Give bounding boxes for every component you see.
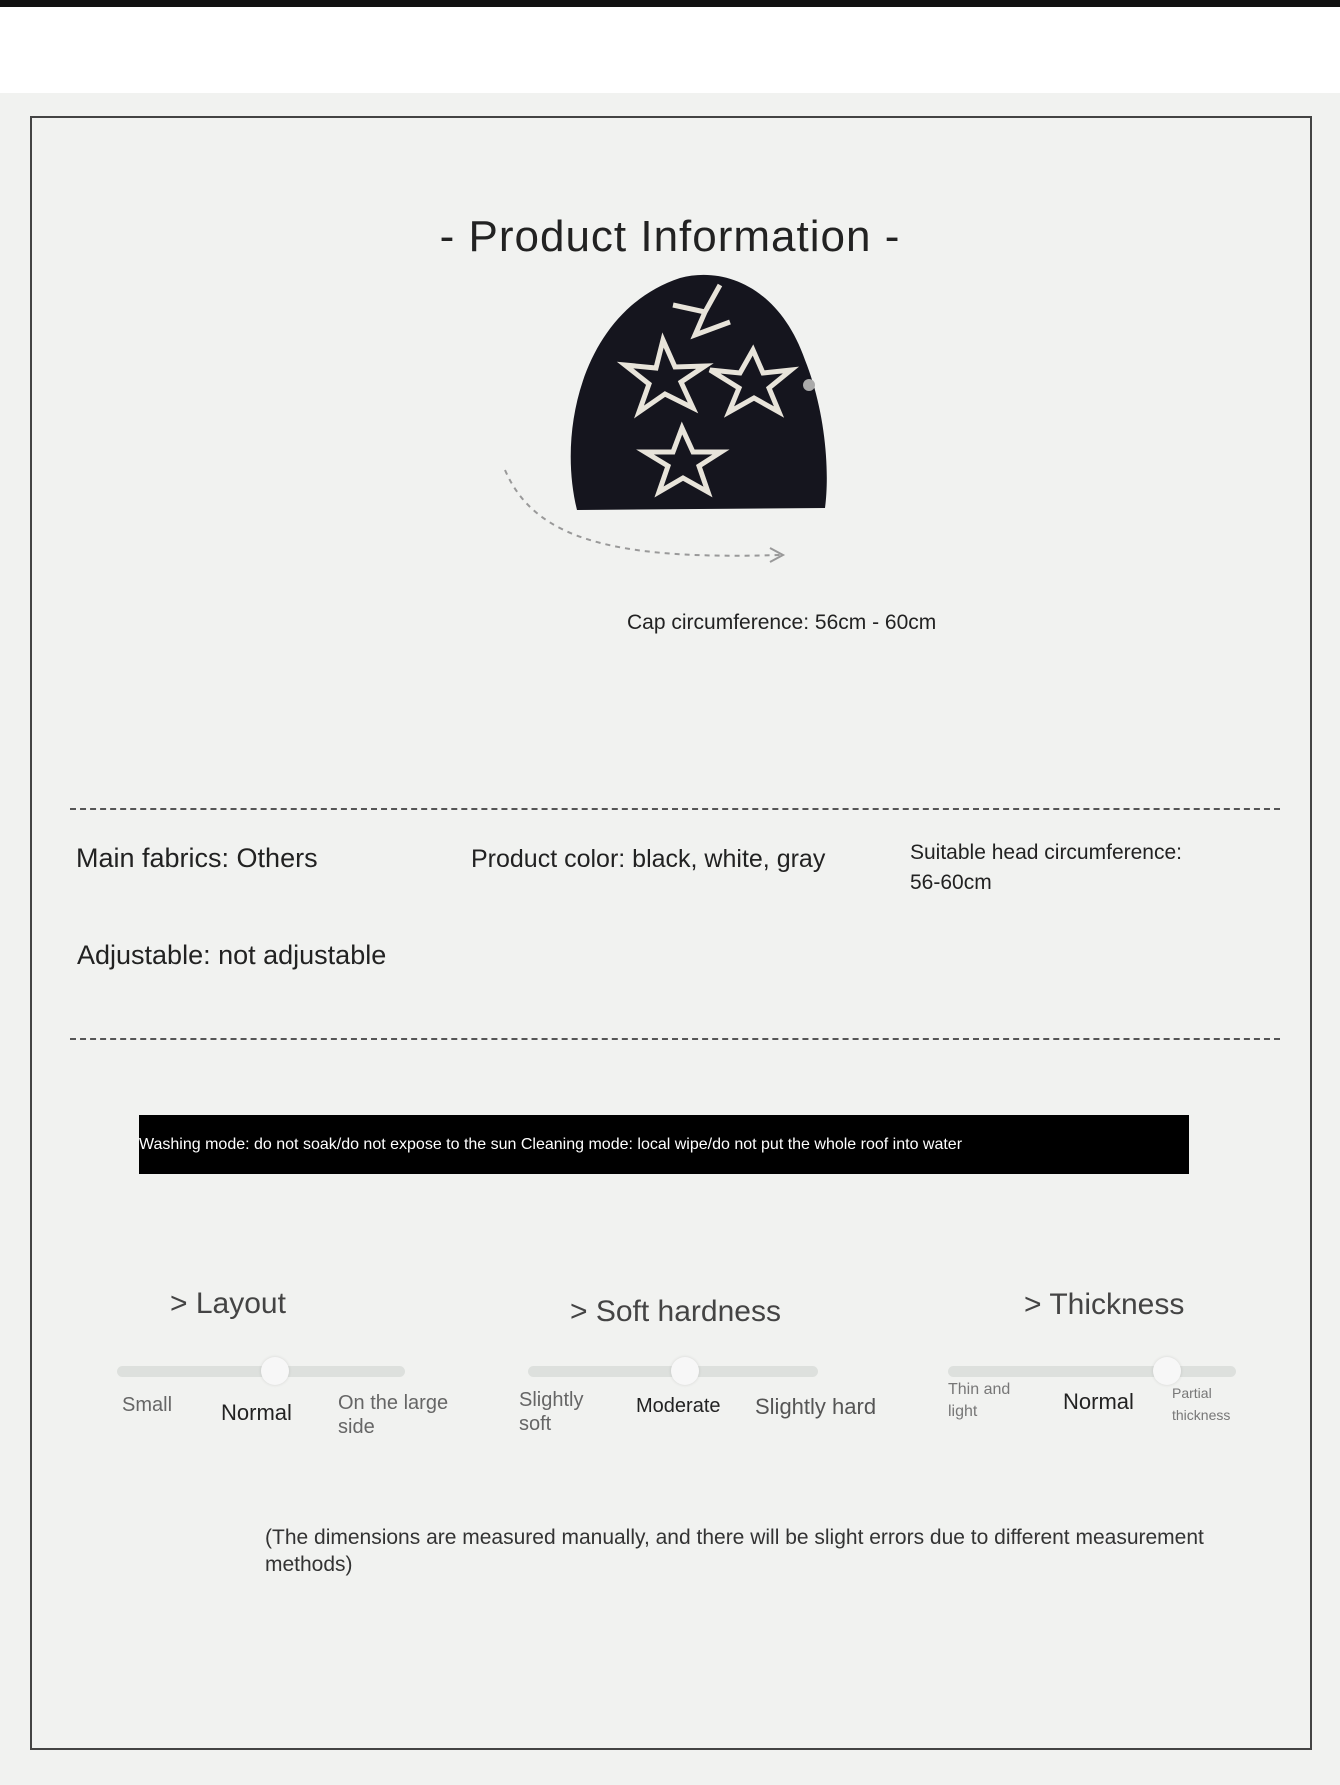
adjustable: Adjustable: not adjustable — [77, 940, 387, 970]
soft-hardness-option-moderate: Moderate — [636, 1395, 721, 1417]
soft-hardness-option-hard: Slightly hard — [755, 1394, 877, 1419]
measurement-note: (The dimensions are measured manually, and there will be slight errors due to different measurement methods) — [265, 1526, 1204, 1576]
layout-knob — [261, 1357, 289, 1385]
main-fabrics: Main fabrics: Others — [76, 843, 318, 873]
thickness-knob — [1153, 1357, 1181, 1385]
layout-option-small: Small — [122, 1394, 173, 1416]
washing-banner: Washing mode: do not soak/do not expose to the sun Cleaning mode: local wipe/do not put the whole roof into water — [139, 1115, 1189, 1174]
stretch-arrow — [495, 460, 795, 570]
divider-top — [70, 808, 1280, 810]
thickness-track — [948, 1366, 1236, 1377]
layout-title: > Layout — [170, 1287, 286, 1320]
layout-option-normal: Normal — [221, 1400, 292, 1425]
thickness-option-partial: Partial thickness — [1172, 1385, 1231, 1423]
soft-hardness-option-soft: Slightly soft — [519, 1389, 584, 1435]
divider-bottom — [70, 1038, 1280, 1040]
thickness-title: > Thickness — [1024, 1288, 1185, 1321]
cap-circumference: Cap circumference: 56cm - 60cm — [627, 611, 937, 634]
thickness-option-normal: Normal — [1063, 1389, 1134, 1414]
thickness-option-thin: Thin and light — [948, 1381, 1011, 1420]
head-circumference-line2: 56-60cm — [910, 871, 992, 894]
product-color: Product color: black, white, gray — [471, 845, 826, 873]
head-circumference-line1: Suitable head circumference: — [910, 841, 1182, 864]
top-black-bar — [0, 0, 1340, 7]
soft-hardness-title: > Soft hardness — [570, 1295, 781, 1328]
layout-option-large: On the large side — [338, 1392, 449, 1438]
page-title: - Product Information - — [439, 212, 901, 261]
soft-hardness-knob — [671, 1357, 699, 1385]
top-white-strip — [0, 7, 1340, 93]
head-circumference — [910, 838, 1182, 898]
